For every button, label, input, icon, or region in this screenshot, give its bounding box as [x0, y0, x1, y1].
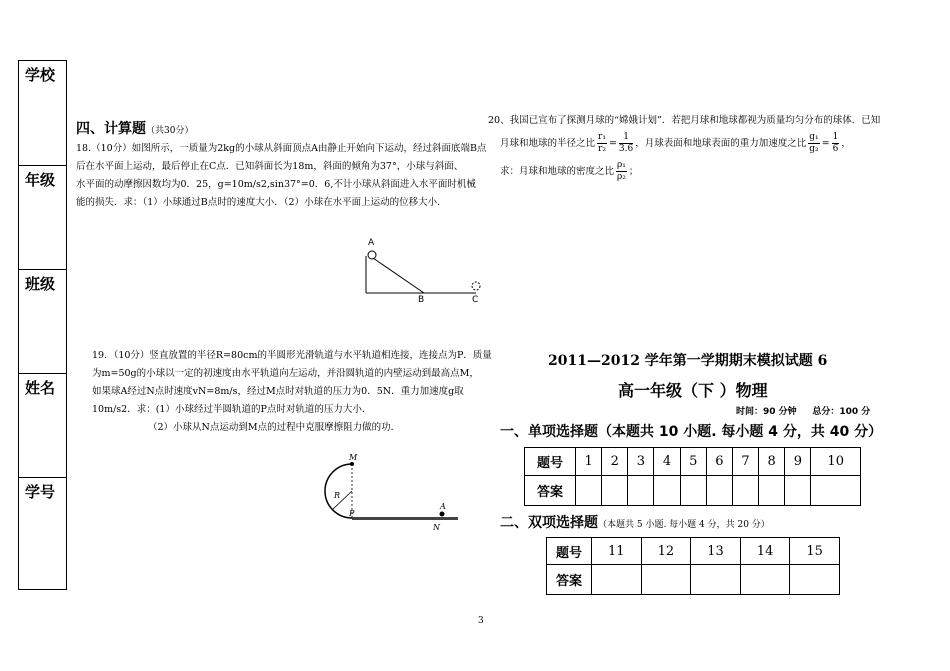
section2-answer-table [546, 537, 840, 595]
section2-title: 二、双项选择题 [500, 515, 598, 531]
exam-score: 总分：100 分 [812, 407, 871, 417]
ratio-r-value [619, 132, 633, 155]
exam-subtitle: 高一年级（下 ）物理 [618, 381, 768, 400]
question-number: 4 [654, 448, 680, 476]
page-number: 3 [478, 616, 484, 626]
question-number: 9 [785, 448, 811, 476]
answer-cell[interactable] [811, 476, 861, 506]
q19-label-n: N [433, 523, 440, 532]
exam-time: 时间：90 分钟 [736, 407, 797, 417]
answer-cell[interactable] [740, 565, 790, 595]
q18-label-a: A [368, 238, 375, 248]
section4-points: （共30分） [146, 126, 194, 136]
section2-answer-row [547, 565, 840, 595]
q18-incline-figure [358, 236, 498, 306]
q20-line2-pre: 月球和地球的半径之比 [500, 138, 596, 149]
q20-line2-post: ， [841, 138, 851, 149]
exam-title: 2011—2012 学年第一学期期末模拟试题 6 [548, 353, 828, 369]
section1-number-header: 题号 [525, 448, 576, 476]
q18-label-b: B [418, 295, 425, 305]
answer-cell[interactable] [576, 476, 602, 506]
question-number: 1 [576, 448, 602, 476]
ratio-rho-num: ρ₁ [617, 160, 626, 170]
q19-line: （2）小球从N点运动到M点的过程中克服摩擦阻力做的功． [148, 422, 401, 433]
answer-cell[interactable] [785, 476, 811, 506]
question-number: 7 [732, 448, 758, 476]
ratio-g-val-num: 1 [832, 132, 839, 142]
ratio-rho-symbol [616, 160, 627, 183]
student-info-box [18, 60, 67, 590]
ratio-g-symbol [808, 132, 819, 155]
q19-label-p: P [349, 509, 355, 518]
section2-number-header: 题号 [547, 538, 592, 565]
q20-line3-post: ； [628, 166, 639, 177]
answer-cell[interactable] [602, 476, 628, 506]
exam-time-score [736, 404, 870, 417]
q19-line: 19．（10分）竖直放置的半径R=80cm的半圆形光滑轨道与水平轨道相连接，连接点为P．质量 [92, 350, 492, 361]
question-number: 12 [641, 538, 691, 565]
q20-line2 [500, 132, 851, 155]
answer-cell[interactable] [628, 476, 654, 506]
answer-cell[interactable] [759, 476, 785, 506]
ratio-r-num: r₁ [598, 132, 606, 142]
section2-answer-header: 答案 [547, 565, 592, 595]
answer-cell[interactable] [592, 565, 642, 595]
q20-line3-pre: 求：月球和地球的密度之比 [500, 166, 615, 177]
answer-cell[interactable] [790, 565, 840, 595]
question-number: 11 [592, 538, 642, 565]
q19-text [92, 347, 492, 437]
answer-cell[interactable] [654, 476, 680, 506]
field-grade-label: 年级 [25, 171, 56, 189]
section1-answer-row [525, 476, 861, 506]
field-school-label: 学校 [25, 66, 56, 84]
q18-line: 后在水平面上运动，最后停止在C点．已知斜面长为18m，斜面的倾角为37°，小球与斜面、 [76, 161, 464, 172]
ratio-r-val-den: 3.6 [618, 144, 634, 154]
ratio-g-eq: = [821, 138, 830, 149]
answer-cell[interactable] [680, 476, 706, 506]
q19-label-r: R [334, 491, 341, 500]
answer-cell[interactable] [706, 476, 732, 506]
answer-cell[interactable] [691, 565, 741, 595]
q19-semicircle-figure [312, 450, 472, 540]
q18-label-c: C [472, 295, 479, 305]
question-number: 14 [740, 538, 790, 565]
q20-line2-mid: ，月球表面和地球表面的重力加速度之比 [635, 138, 807, 149]
question-number: 3 [628, 448, 654, 476]
q18-text [76, 140, 486, 212]
section1-heading: 一、单项选择题（本题共 10 小题. 每小题 4 分，共 40 分） [500, 424, 883, 440]
question-number: 13 [691, 538, 741, 565]
q19-label-m: M [349, 453, 358, 462]
ratio-g-den: g₂ [809, 144, 819, 154]
question-number: 15 [790, 538, 840, 565]
q19-line: 如果球A经过N点时速度vN=8m/s，经过M点时对轨道的压力为0．5N．重力加速度g取 [92, 386, 464, 397]
section2-heading [500, 512, 770, 532]
q18-line: 能的损失．求：（1）小球通过B点时的速度大小．（2）小球在水平面上运动的位移大小． [76, 197, 447, 208]
ratio-rho-den: ρ₂ [617, 172, 626, 182]
section4-title: 四、计算题 [76, 121, 146, 137]
section1-answer-header: 答案 [525, 476, 576, 506]
answer-cell[interactable] [732, 476, 758, 506]
section2-number-row [547, 538, 840, 565]
question-number: 2 [602, 448, 628, 476]
field-class-label: 班级 [25, 275, 56, 293]
question-number: 10 [811, 448, 861, 476]
ratio-r-den: r₂ [598, 144, 606, 154]
ratio-g-num: g₁ [809, 132, 819, 142]
section2-note: （本题共 5 小题. 每小题 4 分，共 20 分） [598, 520, 770, 530]
q19-line: 10m/s2．求：(1）小球经过半圆轨道的P点时对轨道的压力大小． [92, 404, 372, 415]
ratio-r-val-num: 1 [619, 132, 633, 144]
section1-number-row [525, 448, 861, 476]
question-number: 8 [759, 448, 785, 476]
q19-line: 为m=50g的小球以一定的初速度由水平轨道向左运动，并沿圆轨道的内壁运动到最高点M， [92, 368, 479, 379]
ratio-r-eq: = [608, 138, 617, 149]
q18-line: 18.（10分）如图所示，一质量为2kg的小球从斜面顶点A由静止开始向下运动，经过斜面底端B点 [76, 143, 487, 154]
section4-heading [76, 118, 193, 138]
q18-line: 水平面的动摩擦因数均为0．25，g=10m/s2,sin37°=0．6,不计小球从斜面进入水平面时机械 [76, 179, 476, 190]
question-number: 6 [706, 448, 732, 476]
ratio-r-symbol [597, 132, 607, 155]
field-name-label: 姓名 [25, 379, 56, 397]
q19-label-a: A [440, 502, 446, 511]
section1-answer-table [524, 447, 861, 506]
ratio-g-val-den: 6 [832, 144, 839, 154]
question-number: 5 [680, 448, 706, 476]
q20-line1: 20、我国已宣布了探测月球的“嫦娥计划”．若把月球和地球都视为质量均匀分布的球体．已知 [488, 115, 881, 126]
q20-line3 [500, 160, 638, 183]
ratio-g-value [832, 132, 840, 155]
field-student-id-label: 学号 [25, 483, 56, 501]
answer-cell[interactable] [641, 565, 691, 595]
